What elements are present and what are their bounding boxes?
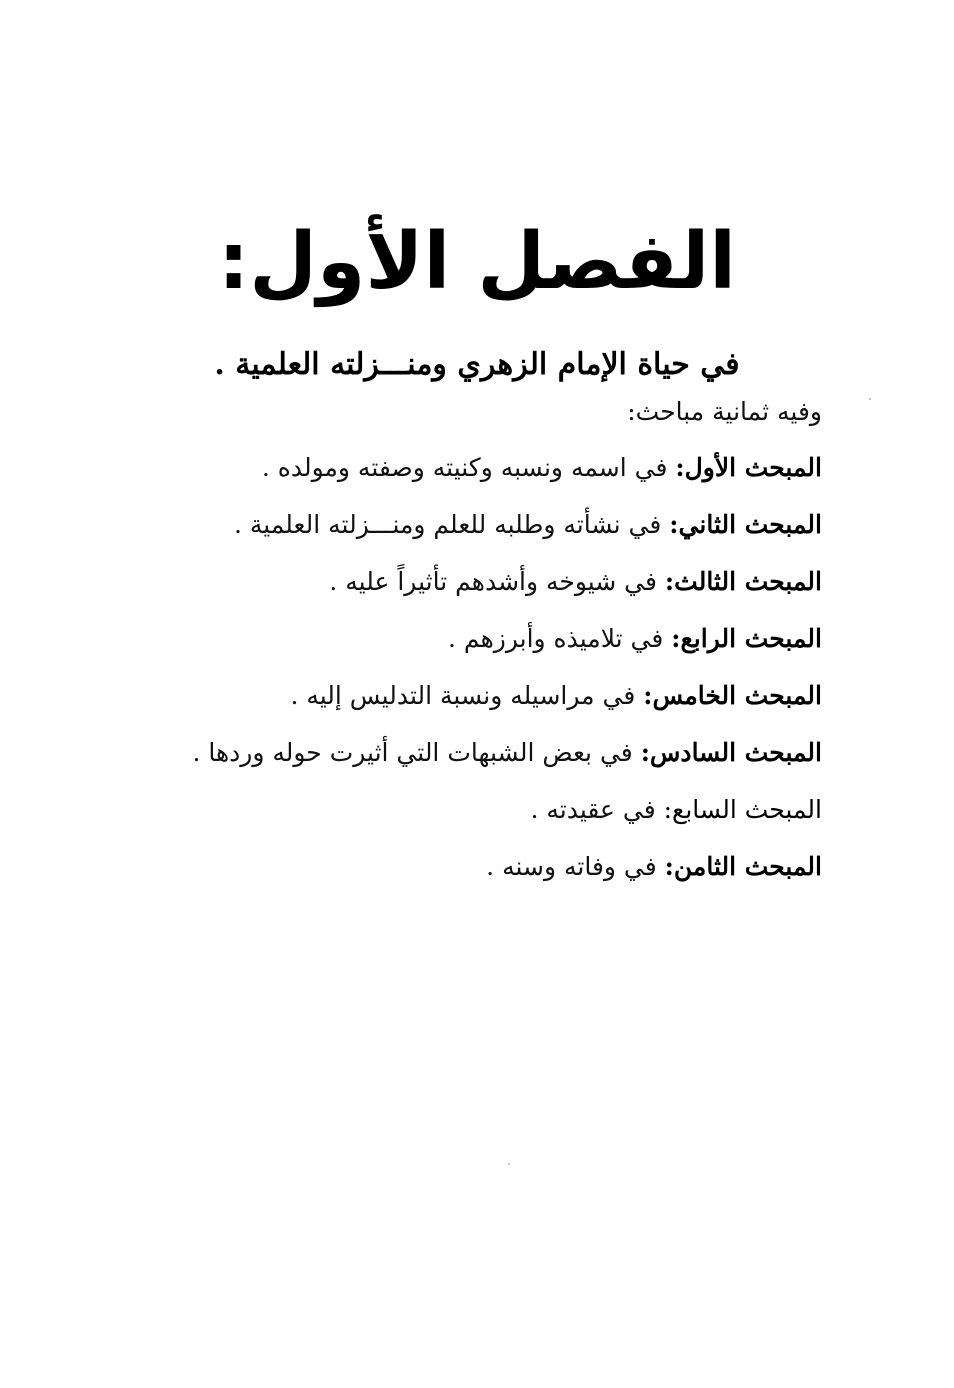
section-label: المبحث السابع: xyxy=(663,795,822,824)
section-description: في اسمه ونسبه وكنيته وصفته ومولده . xyxy=(261,453,676,482)
chapter-contents xyxy=(122,392,822,904)
section-description: في شيوخه وأشدهم تأثيراً عليه . xyxy=(329,567,665,596)
section-label: المبحث الخامس: xyxy=(643,681,822,710)
section-item xyxy=(122,733,822,790)
section-item xyxy=(122,562,822,619)
section-item xyxy=(122,619,822,676)
sections-intro: وفيه ثمانية مباحث: xyxy=(627,397,822,426)
scan-speck xyxy=(508,1163,510,1165)
section-item xyxy=(122,847,822,904)
section-item xyxy=(122,505,822,562)
chapter-subtitle: في حياة الإمام الزهري ومنـــزلته العلمية . xyxy=(214,346,740,382)
section-item xyxy=(122,790,822,847)
sections-list xyxy=(122,448,822,904)
section-description: في عقيدته . xyxy=(530,795,664,824)
section-label: المبحث السادس: xyxy=(640,738,822,767)
section-description: في مراسيله ونسبة التدليس إليه . xyxy=(290,681,644,710)
section-label: المبحث الثاني: xyxy=(669,510,822,539)
section-item xyxy=(122,448,822,505)
section-description: في بعض الشبهات التي أثيرت حوله وردها . xyxy=(192,738,641,767)
section-description: في نشأته وطلبه للعلم ومنـــزلته العلمية . xyxy=(233,510,670,539)
section-label: المبحث الثالث: xyxy=(664,567,822,596)
chapter-title: الفصل الأول: xyxy=(218,217,736,308)
section-description: في تلاميذه وأبرزهم . xyxy=(448,624,672,653)
section-label: المبحث الثامن: xyxy=(664,852,822,881)
section-label: المبحث الرابع: xyxy=(671,624,822,653)
scan-speck xyxy=(869,398,871,400)
section-description: في وفاته وسنه . xyxy=(486,852,665,881)
section-item xyxy=(122,676,822,733)
section-label: المبحث الأول: xyxy=(675,453,822,482)
